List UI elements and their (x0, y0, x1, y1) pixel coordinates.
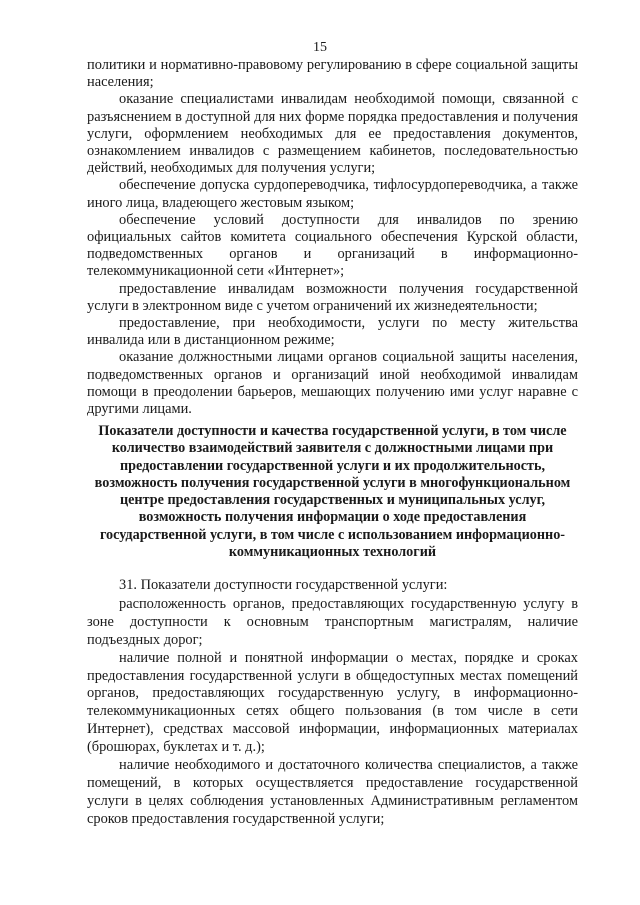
indicator-location: расположенность органов, предоставляющих государственную услугу в зоне доступности к основным транспортным магистралям, наличие подъездных дорог; (87, 595, 578, 648)
indicator-staffing: наличие необходимого и достаточного количества специалистов, а также помещений, в которых осуществляется предоставление государственной услуги в целях соблюдения установленных Административным регламентом сроков предоставления государственной услуги; (87, 757, 578, 827)
paragraph-remote-service: предоставление, при необходимости, услуги по месту жительства инвалида или в дистанционном режиме; (87, 315, 578, 349)
indicator-information: наличие полной и понятной информации о местах, порядке и сроках предоставления государственной услуги в общедоступных местах помещений органов, предоставляющих государственную услугу, в информационно-телекоммуникационных сетях общего пользования (в том числе в сети Интернет), средствах массовой информации, информационных материалах (брошюрах, буклетах и т. д.); (87, 649, 578, 756)
paragraph-assistance: оказание специалистами инвалидам необходимой помощи, связанной с разъяснением в доступной для них форме порядка предоставления и получения услуги, оформлением необходимых для ее предоставления документов, ознакомлением инвалидов с размещением кабинетов, последовательностью действий, необходимых для получения услуги; (87, 91, 578, 177)
body-text (87, 57, 578, 418)
paragraph-electronic-service: предоставление инвалидам возможности получения государственной услуги в электронном виде с учетом ограничений их жизнедеятельности; (87, 280, 578, 314)
item-31-title: 31. Показатели доступности государственной услуги: (119, 577, 448, 593)
page-number: 15 (313, 40, 327, 55)
paragraph-sign-language: обеспечение допуска сурдопереводчика, тифлосурдопереводчика, а также иного лица, владеющего жестовым языком; (87, 177, 578, 211)
indicators-section (87, 577, 578, 829)
paragraph-website-accessibility: обеспечение условий доступности для инвалидов по зрению официальных сайтов комитета социального обеспечения Курской области, подведомственных органов и организаций в информационно-телекоммуникационной сети «Интернет»; (87, 211, 578, 280)
continuation-paragraph: политики и нормативно-правовому регулированию в сфере социальной защиты населения; (87, 57, 578, 91)
section-heading: Показатели доступности и качества государственной услуги, в том числе количество взаимодействий заявителя с должностными лицами при предоставлении государственной услуги и их продолжительность, возможность получения государственной услуги в многофункциональном центре предоставления государственных и муниципальных услуг, возможность получения информации о ходе предоставления государственной услуги, в том числе с использованием информационно-коммуникационных технологий (94, 423, 571, 561)
paragraph-barrier-help: оказание должностными лицами органов социальной защиты населения, подведомственных органов и организаций иной необходимой инвалидам помощи в преодолении барьеров, мешающих получению ими услуг наравне с другими лицами. (87, 349, 578, 418)
